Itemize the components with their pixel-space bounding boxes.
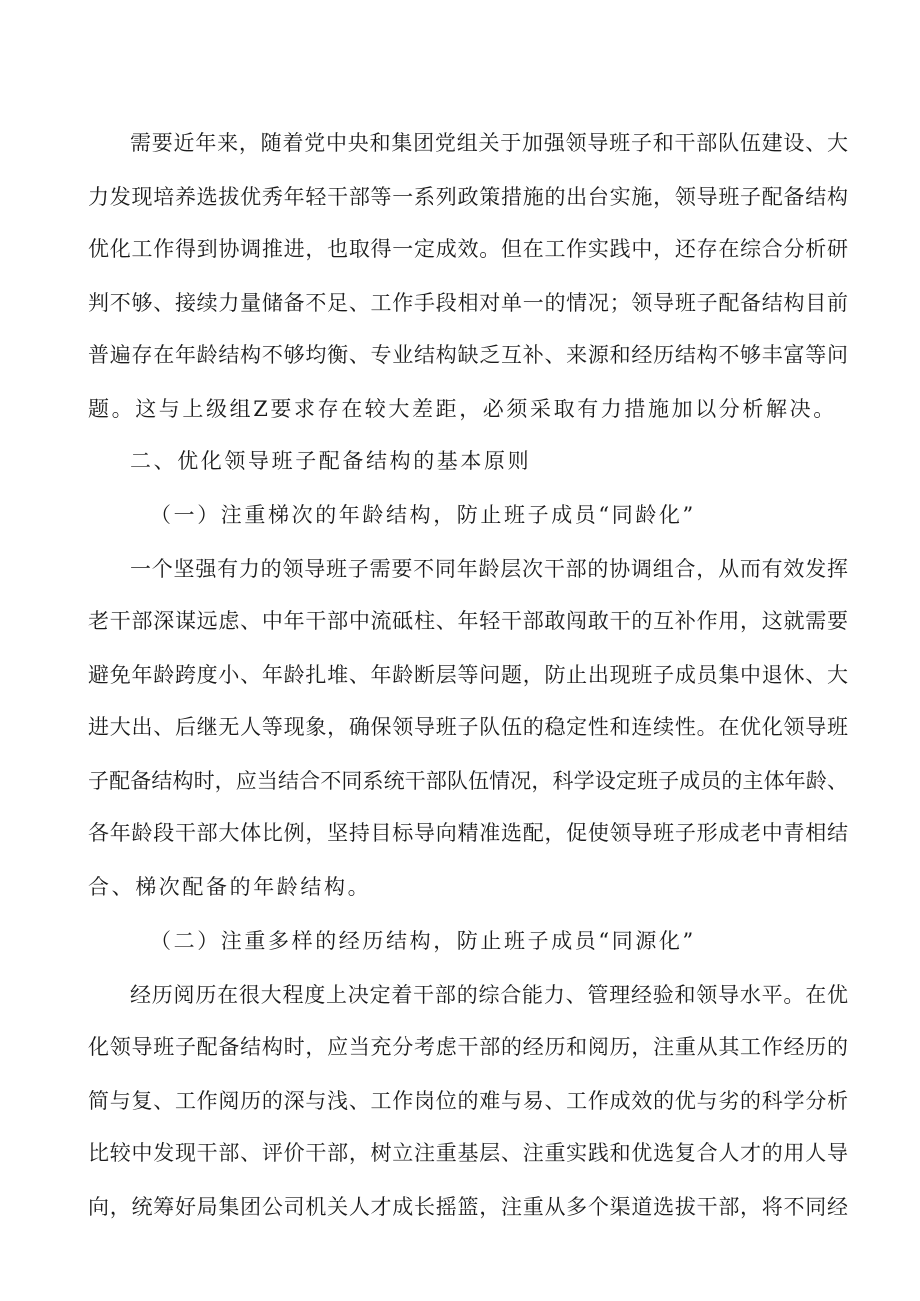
paragraph-line: 判不够、接续力量储备不足、工作手段相对单一的情况；领导班子配备结构目前: [88, 291, 848, 315]
paragraph-line: 简与复、工作阅历的深与浅、工作岗位的难与易、工作成效的优与劣的科学分析: [88, 1089, 848, 1113]
paragraph-line: 子配备结构时，应当结合不同系统干部队伍情况，科学设定班子成员的主体年龄、: [88, 769, 848, 793]
section-heading: 二、优化领导班子配备结构的基本原则: [130, 449, 532, 473]
paragraph-line: 合、梯次配备的年龄结构。: [88, 875, 372, 899]
paragraph-line: 普遍存在年龄结构不够均衡、专业结构缺乏互补、来源和经历结构不够丰富等问: [88, 343, 848, 367]
paragraph-line: 优化工作得到协调推进，也取得一定成效。但在工作实践中，还存在综合分析研: [88, 237, 848, 261]
paragraph-line: 进大出、后继无人等现象，确保领导班子队伍的稳定性和连续性。在优化领导班: [88, 715, 848, 739]
paragraph-line: 向，统筹好局集团公司机关人才成长摇篮，注重从多个渠道选拔干部，将不同经: [88, 1195, 848, 1219]
paragraph-line: 化领导班子配备结构时，应当充分考虑干部的经历和阅历，注重从其工作经历的: [88, 1035, 848, 1059]
paragraph-line: 比较中发现干部、评价干部，树立注重基层、注重实践和优选复合人才的用人导: [88, 1141, 848, 1165]
paragraph-line: 一个坚强有力的领导班子需要不同年龄层次干部的协调组合，从而有效发挥: [130, 557, 848, 581]
paragraph-line: 经历阅历在很大程度上决定着干部的综合能力、管理经验和领导水平。在优: [130, 983, 848, 1007]
paragraph-line: 题。这与上级组Z要求存在较大差距，必须采取有力措施加以分析解决。: [88, 397, 837, 421]
paragraph-line: 需要近年来，随着党中央和集团党组关于加强领导班子和干部队伍建设、大: [130, 131, 848, 155]
paragraph-line: 老干部深谋远虑、中年干部中流砥柱、年轻干部敢闯敢干的互补作用，这就需要: [88, 609, 848, 633]
paragraph-line: 各年龄段干部大体比例，坚持目标导向精准选配，促使领导班子形成老中青相结: [88, 821, 848, 845]
subsection-heading: （一）注重梯次的年龄结构，防止班子成员“同龄化”: [150, 503, 696, 527]
paragraph-line: 避免年龄跨度小、年龄扎堆、年龄断层等问题，防止出现班子成员集中退休、大: [88, 663, 848, 687]
subsection-heading: （二）注重多样的经历结构，防止班子成员“同源化”: [150, 929, 696, 953]
paragraph-line: 力发现培养选拔优秀年轻干部等一系列政策措施的出台实施，领导班子配备结构: [88, 185, 848, 209]
